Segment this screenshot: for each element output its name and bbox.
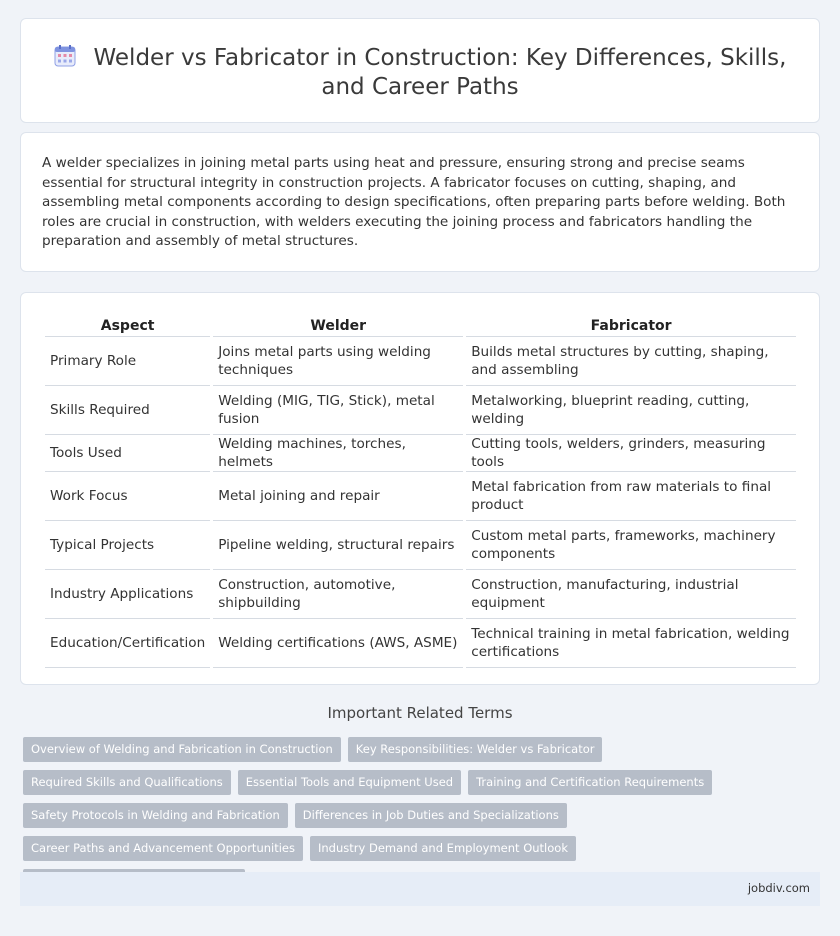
- table-row: [45, 570, 796, 619]
- intro-card: [20, 132, 820, 272]
- table-cell-aspect: Skills Required: [45, 386, 210, 435]
- table-cell-fabricator: Technical training in metal fabrication, welding certifications: [466, 619, 796, 668]
- related-term-tag[interactable]: Training and Certification Requirements: [468, 770, 712, 795]
- comparison-table: [42, 315, 799, 668]
- related-terms-list: [23, 737, 803, 894]
- table-row: [45, 435, 796, 472]
- related-term-tag[interactable]: Differences in Job Duties and Specializations: [295, 803, 567, 828]
- related-term-tag[interactable]: Overview of Welding and Fabrication in Construction: [23, 737, 341, 762]
- table-cell-fabricator: Metalworking, blueprint reading, cutting, welding: [466, 386, 796, 435]
- related-term-tag[interactable]: Essential Tools and Equipment Used: [238, 770, 461, 795]
- comparison-table-card: [20, 292, 820, 685]
- table-cell-fabricator: Cutting tools, welders, grinders, measuring tools: [466, 435, 796, 472]
- related-term-tag[interactable]: Industry Demand and Employment Outlook: [310, 836, 576, 861]
- related-term-tag[interactable]: Key Responsibilities: Welder vs Fabricator: [348, 737, 603, 762]
- header-card: [20, 18, 820, 123]
- footer: [20, 872, 820, 906]
- table-cell-aspect: Tools Used: [45, 435, 210, 472]
- table-cell-welder: Construction, automotive, shipbuilding: [213, 570, 463, 619]
- table-row: [45, 386, 796, 435]
- table-cell-fabricator: Builds metal structures by cutting, shaping, and assembling: [466, 337, 796, 386]
- table-row: [45, 337, 796, 386]
- table-row: [45, 619, 796, 668]
- header-welder: Welder: [213, 315, 463, 337]
- table-cell-aspect: Typical Projects: [45, 521, 210, 570]
- table-cell-fabricator: Construction, manufacturing, industrial equipment: [466, 570, 796, 619]
- table-cell-fabricator: Custom metal parts, frameworks, machinery components: [466, 521, 796, 570]
- table-cell-aspect: Work Focus: [45, 472, 210, 521]
- table-header-row: [45, 315, 796, 337]
- related-term-tag[interactable]: Safety Protocols in Welding and Fabrication: [23, 803, 288, 828]
- table-cell-aspect: Industry Applications: [45, 570, 210, 619]
- table-cell-welder: Joins metal parts using welding techniques: [213, 337, 463, 386]
- table-cell-welder: Welding certifications (AWS, ASME): [213, 619, 463, 668]
- page-title-wrap: [21, 44, 819, 102]
- calendar-grid-icon: [54, 45, 76, 67]
- page-title: Welder vs Fabricator in Construction: Key Differences, Skills, and Career Paths: [93, 45, 787, 100]
- related-term-tag[interactable]: Career Paths and Advancement Opportunities: [23, 836, 303, 861]
- header-aspect: Aspect: [45, 315, 210, 337]
- table-cell-aspect: Primary Role: [45, 337, 210, 386]
- table-cell-welder: Metal joining and repair: [213, 472, 463, 521]
- table-row: [45, 521, 796, 570]
- footer-site-link[interactable]: jobdiv.com: [747, 881, 810, 895]
- related-terms-heading: Important Related Terms: [327, 704, 513, 722]
- header-fabricator: Fabricator: [466, 315, 796, 337]
- table-row: [45, 472, 796, 521]
- table-cell-welder: Pipeline welding, structural repairs: [213, 521, 463, 570]
- table-cell-fabricator: Metal fabrication from raw materials to final product: [466, 472, 796, 521]
- related-term-tag[interactable]: Required Skills and Qualifications: [23, 770, 231, 795]
- intro-paragraph: A welder specializes in joining metal parts using heat and pressure, ensuring strong and precise seams essential for structural integrity in construction projects. A fabricator focuses on cutting, shaping, and assembling metal components according to design specifications, often preparing parts before welding. Both roles are crucial in construction, with welders executing the joining process and fabricators handling the preparation and assembly of metal structures.: [42, 155, 786, 249]
- table-cell-welder: Welding machines, torches, helmets: [213, 435, 463, 472]
- table-cell-aspect: Education/Certification: [45, 619, 210, 668]
- table-cell-welder: Welding (MIG, TIG, Stick), metal fusion: [213, 386, 463, 435]
